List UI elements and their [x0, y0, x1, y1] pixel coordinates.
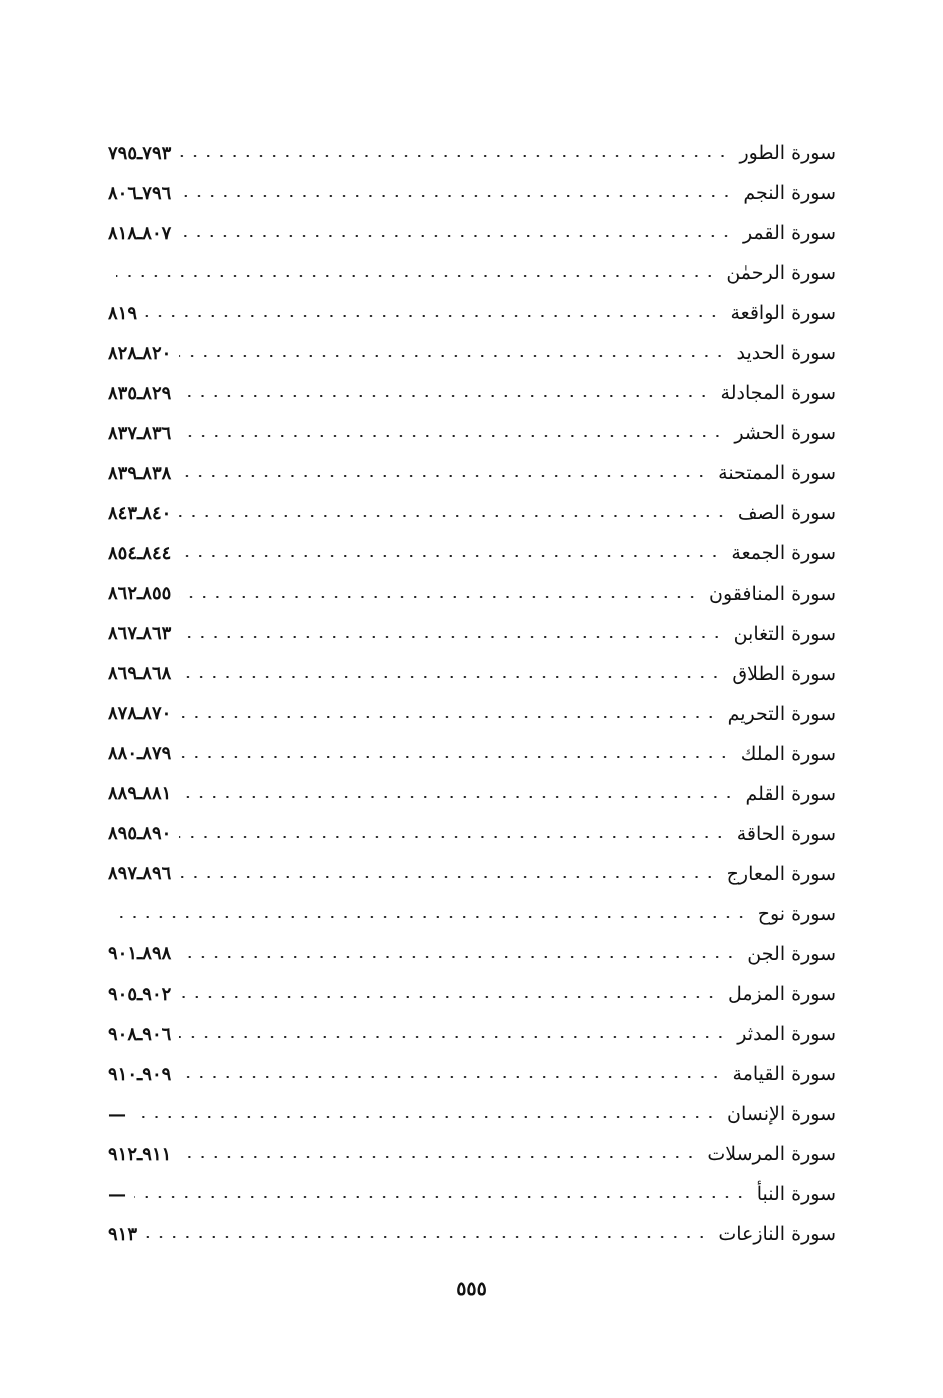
dot-leader — [179, 155, 729, 157]
page-range: ٨٤٠ـ٨٤٣ — [108, 502, 172, 524]
table-of-contents — [108, 133, 836, 1254]
page-range: ٨٩٦ـ٨٩٧ — [108, 863, 172, 885]
toc-row — [108, 614, 836, 654]
page-range: ٧٩٣ـ٧٩٥ — [108, 142, 172, 164]
toc-row — [108, 1134, 836, 1174]
toc-row — [108, 654, 836, 694]
dot-leader — [179, 956, 737, 958]
toc-row — [108, 453, 836, 493]
toc-row — [108, 173, 836, 213]
surah-name: سورة الرحمٰن — [726, 262, 836, 285]
toc-row — [108, 814, 836, 854]
dot-leader — [179, 836, 726, 838]
surah-name: سورة الحشر — [734, 422, 836, 445]
toc-row — [108, 253, 836, 293]
page-range: ٨١٩ — [108, 302, 138, 324]
dot-leader — [179, 756, 730, 758]
surah-name: سورة الحديد — [736, 342, 836, 365]
page-range: ٨٥٥ـ٨٦٢ — [108, 583, 172, 605]
dot-leader — [179, 876, 716, 878]
toc-row — [108, 1094, 836, 1134]
toc-row — [108, 493, 836, 533]
toc-row — [108, 333, 836, 373]
surah-name: سورة الطور — [739, 142, 836, 165]
toc-row — [108, 373, 836, 413]
surah-name: سورة الحاقة — [736, 822, 836, 845]
page-range: ٨٢٠ـ٨٢٨ — [108, 342, 172, 364]
surah-name: سورة التحريم — [727, 702, 836, 725]
surah-name: سورة الصف — [737, 502, 836, 525]
surah-name: سورة الجمعة — [731, 542, 836, 565]
surah-name: سورة النازعات — [718, 1223, 836, 1246]
surah-name: سورة المرسلات — [707, 1143, 836, 1166]
surah-name: سورة الطلاق — [732, 662, 836, 685]
page-range: ٨٨١ـ٨٨٩ — [108, 783, 172, 805]
dot-leader — [179, 996, 718, 998]
surah-name: سورة النبأ — [756, 1183, 836, 1206]
page-range: ٨٩٨ـ٩٠١ — [108, 943, 172, 965]
page-range: ٩١١ـ٩١٢ — [108, 1143, 172, 1165]
dot-leader — [134, 1116, 717, 1118]
dot-leader — [179, 475, 708, 477]
toc-row — [108, 894, 836, 934]
toc-row — [108, 133, 836, 173]
toc-row — [108, 1054, 836, 1094]
toc-row — [108, 734, 836, 774]
dot-leader — [179, 596, 699, 598]
dot-leader — [179, 796, 735, 798]
surah-name: سورة المنافقون — [709, 582, 836, 605]
surah-name: سورة التغابن — [733, 622, 836, 645]
page-range: — — [108, 1183, 126, 1205]
surah-name: سورة الملك — [740, 742, 836, 765]
toc-row — [108, 213, 836, 253]
surah-name: سورة المزمل — [727, 983, 836, 1005]
dot-leader — [145, 315, 720, 317]
surah-name: سورة الإنسان — [727, 1103, 836, 1126]
page-range: ٨٦٨ـ٨٦٩ — [108, 663, 172, 685]
surah-name: سورة المدثر — [737, 1023, 836, 1046]
toc-row — [108, 1214, 836, 1254]
page-range: ٨٠٧ـ٨١٨ — [108, 222, 172, 244]
dot-leader — [116, 916, 748, 918]
surah-name: سورة الممتحنة — [718, 462, 836, 485]
page-range: ٩٠٦ـ٩٠٨ — [108, 1023, 172, 1045]
page-range: ٨٩٠ـ٨٩٥ — [108, 823, 172, 845]
dot-leader — [179, 355, 726, 357]
dot-leader — [179, 435, 724, 437]
dot-leader — [179, 1076, 722, 1078]
dot-leader — [179, 555, 721, 557]
surah-name: سورة الجن — [747, 942, 836, 965]
page-range: ٨٣٨ـ٨٣٩ — [108, 462, 172, 484]
page-range: ٨٦٣ـ٨٦٧ — [108, 623, 172, 645]
toc-row — [108, 574, 836, 614]
surah-name: سورة القلم — [745, 782, 836, 805]
toc-row — [108, 1174, 836, 1214]
toc-row — [108, 934, 836, 974]
toc-row — [108, 694, 836, 734]
page-range: ٨٧٠ـ٨٧٨ — [108, 703, 172, 725]
page-range: ٨٤٤ـ٨٥٤ — [108, 542, 172, 564]
page-range: ٨٧٩ـ٨٨٠ — [108, 743, 172, 765]
page-range: ٩١٣ — [108, 1223, 138, 1245]
dot-leader — [179, 676, 722, 678]
surah-name: سورة نوح — [757, 902, 836, 925]
dot-leader — [134, 1196, 747, 1198]
dot-leader — [116, 275, 716, 277]
dot-leader — [179, 395, 710, 397]
page-number: ٥٥٥ — [456, 1278, 487, 1300]
toc-row — [108, 533, 836, 573]
surah-name: سورة القيامة — [732, 1063, 836, 1086]
toc-row — [108, 293, 836, 333]
toc-row — [108, 854, 836, 894]
page-range: — — [108, 1103, 126, 1125]
surah-name: سورة القمر — [742, 222, 836, 245]
toc-row — [108, 1014, 836, 1054]
dot-leader — [179, 636, 723, 638]
dot-leader — [179, 515, 728, 517]
page-range: ٨٢٩ـ٨٣٥ — [108, 382, 172, 404]
toc-row — [108, 413, 836, 453]
surah-name: سورة المجادلة — [720, 382, 836, 405]
toc-row — [108, 774, 836, 814]
surah-name: سورة النجم — [743, 182, 836, 205]
page-range: ٨٣٦ـ٨٣٧ — [108, 422, 172, 444]
dot-leader — [179, 1036, 727, 1038]
toc-row — [108, 974, 836, 1014]
page-range: ٧٩٦ـ٨٠٦ — [108, 182, 172, 204]
surah-name: سورة الواقعة — [730, 302, 836, 325]
dot-leader — [145, 1236, 708, 1238]
dot-leader — [179, 716, 717, 718]
surah-name: سورة المعارج — [726, 862, 836, 885]
dot-leader — [179, 195, 733, 197]
dot-leader — [179, 235, 733, 237]
page-range: ٩٠٢ـ٩٠٥ — [108, 983, 172, 1005]
dot-leader — [179, 1156, 697, 1158]
page-range: ٩٠٩ـ٩١٠ — [108, 1063, 172, 1085]
